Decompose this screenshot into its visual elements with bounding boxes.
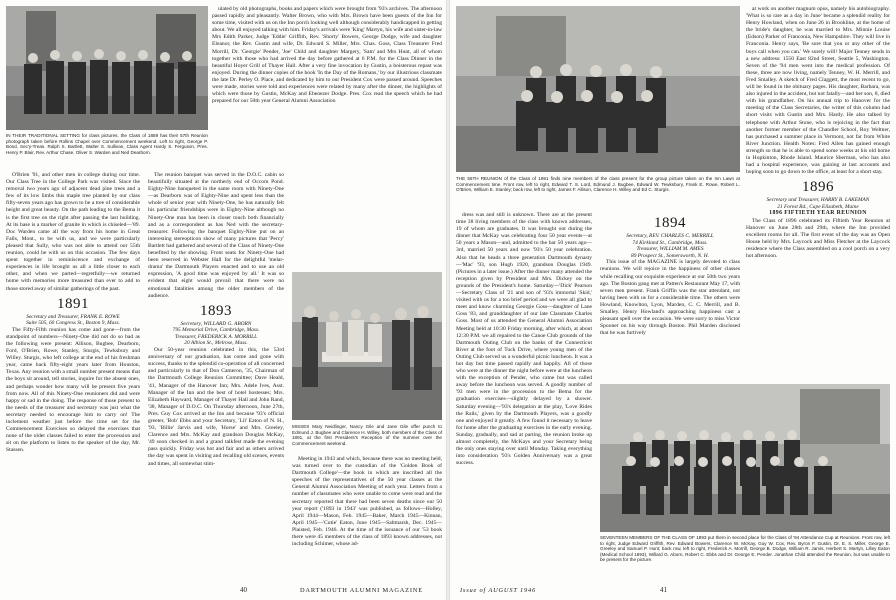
left-page [0,0,446,600]
article-text: The Fifty-Fifth reunion has come and gone—from the standpoint of numbers—Ninety-One did not do so bad as the following were present: Allison, Bugbee, Dearborn, Ford, O'Brien, Rowe, Stanley, Sturgis, Tewksbury and Willey. Sturgis, who left college at the end of his freshman year, came back fifty-eight years later from Houston, Texas. Any reunion with a small number present means that the boys sit around, tell stories, inquire for the absent ones, and perhaps wonder how many will be present five years from now. All of this Ninety-One reunioners did and were happy or sad in the doing. The response of those present to the needs of the treasurer and secretary was just what the secretary needed to encourage him to carry on! The inclement weather just before the time set for the Commencement Exercises so delayed the exercises that none of the older classes failed to enter the procession and sit on the platform to listen to the speaker of the day, Mr. Stassen. [6,326,140,454]
left-column-3-top [212,6,442,268]
punch-reception-photo [292,272,442,420]
class-address: 795 Memorial Drive, Cambridge, Mass. [172,327,260,334]
running-title: DARTMOUTH ALUMNI MAGAZINE [300,587,423,594]
class-1891-photo [456,6,740,172]
article-text: dress was and still is unknown. There are at the present time 38 living members of the class with known addresses, 19 of whom are graduates. It was brought out during the dinner that McKay was celebrating four 50 year events—at 50 years a Mason—and, admitted to the bar 50 years ago—3rd, married 50 years and now '93's 50 year celebration. Also that he heads a three generation Dartmouth dynasty—'Mac' '93, son Hugh 1920, grandson Douglas 1949. (Pictures in a later issue.) After the dinner many attended the reception given by President and Mrs. Dickey on the grounds of the President's home. Saturday—'Dick' Pearson—Secretary Class of '21 and son of '93's immortal 'Skid,' visited with us for a too brief period and we were all glad to meet and know charming Georgie Goss—daughter of Lane Goss '83, and granddaughter of our late Classmate Charles Goss. Most of us attended the General Alumni Association Meeting held at 10:30 Friday morning, after which, at about 12:30 P.M. we all repaired to the Canoe Club grounds of the Dartmouth Outing Club on the banks of the Connecticut River at the foot of Tuck Drive, where young men of the Outing Club served us a wonderful picnic luncheon. It was a hot day but time passed rapidly and happily. All of those who were at the dinner the night before were at the luncheon with the exception of Pender, who came but was called away before the luncheon was served. A goodly number of '93 men were in the procession to the Bema for the graduation exercises—slightly delayed by a shower. Saturday evening—'93's delegation at the play, 'Love Rides the Rails,' given by the Dartmouth Players, was a goodly one and enjoyed it greatly. A few found it necessary to leave for home after the graduating exercises in the early evening. Sunday, gradually, and sad at parting, the reunion broke up almost completely, the McKays and your Secretary being the only ones staying over until Monday. Taking everything into consideration '93's Golden Anniversary was a great success. [456,212,592,467]
class-1893-photo [600,384,890,532]
left-column-1 [6,172,140,590]
class-treasurer: Treasurer, FREDERICK A. MORRILL [174,333,258,340]
class-officers: Secretary and Treasurer, HARRY B. LAKEMAN [766,197,870,204]
photo-caption: IN THEIR TRADITIONAL SETTING for class pictures, the Class of 1889 has their 57th Reunion photograph taken before Rollins Chapel over Commencement weekend. Left to right, George P. Bond, Sec'y-Treas. Ralph S. Bartlett, Walter S. Sullivan, Class Agent Hardy S. Ferguson, Pres. Henry P. Blair, Rev. Arthur Chase, Oliver S. Warden and Ned Dearborn. [6,133,208,155]
class-officers: Secretary, WILLARD G. ABORN [180,320,252,327]
right-page [450,0,896,600]
reunion-heading: 1896 FIFTIETH YEAR REUNION [769,210,867,217]
page-number: 40 [240,586,247,594]
article-text: Meeting in 1943 and which, because there was no meeting held, was turned over to the custodian of the 'Golden Book of Dartmouth College'—the book in which are inscribed all the speeches of the representatives of the 50 year classes at the General Alumni Association Meeting of each year. Letters from a number of classmates who were unable to come were read and the secretary reported that there had been seven deaths since our 50 year report ('1893 in 1943' was published, as follows—Holley, April 1944—Mason, Feb. 1945—Baker, March 1945—Kinnan, April 1945—'Cutie' Eaton, June 1945—Saltmarsh, Dec. 1945—Plaisted, Feb. 1946. At the time of the issuance of our '53 book there were 45 members of the class of 1893 known addresses, not including Schimer, whose ad- [292,456,442,548]
page-number: 41 [660,586,667,594]
article-text: This issue of the MAGAZINE is largely devoted to class reunions. We will rejoice in the happiness of other classes while recalling our exquisite experience at our 50th two years ago. The Boston gang met at Patten's Restaurant May 17, with seven men present. Frank Griffin was the star attendant, not having been with us for a considerable time. The others were Howland, Knowlton, Lyon, Marden, C. C. Merrill, and B. Smalley. Henry Howland's approaching happiness cast a pleasant spell over the occasion. We were sorry to miss Victor Spooner on his way through Boston. Phil Marden disclosed that he was furtively [600,259,740,337]
class-officers: Secretary, REV. CHARLES C. MERRILL [626,233,714,239]
class-treasurer: Treasurer, WILLIAM M. AMES [636,246,704,253]
class-address: Suite 505, 60 Congress St., Boston 9, Mass. [26,320,120,327]
class-address: 89 Prospect St., Somersworth, N. H. [631,252,709,259]
article-text: The Class of 1896 celebrated its Fiftieth Year Reunion at Hanover on June 28th and 29th, where the Inn provided excellent rooms for all. The first event of the day was an Open House held by Mrs. Laycock and Miss Fletcher at the Laycock residence where the Class assembled on a cool porch on a very hot afternoon. [746,217,890,259]
class-address: 20 Albion St., Melrose, Mass. [184,340,248,347]
left-column-3-bottom [292,456,442,590]
photo-caption: MISSES Mary Neidlinger, Nancy Gile and Jane Gile offer punch to Edmund J. Bugbee and Clarence H. Willey, both members of the Class of 1891, at the first President's Reception of the summer over the Commencement weekend. [292,424,442,446]
right-column-1 [456,212,592,590]
article-text: O'Brien '91, and other men in college during our time. Our Class Tree in the College Park was visited. Since the removal two years ago of adjacent dead pine trees and a few of its low limbs this maple tree planted by our class fifty-seven years ago has grown to be a tree of considerable height and great beauty. On the path leading to the Bema it is the first tree on the right after passing the last building. At its base is a marker of granite in which is chiseled—'89. Doc Warden came all the way from his home in Great Falls, Mont., to be with us, and we were particularly pleased that Sully, who was not able to attend our 55th reunion, could be with us on this occasion. The few days spent together in reminiscence and exchange of experiences in life brought us all a little closer to each other, and when we parted—regretfully—we returned home with memories more treasured than ever to add to those stored away of similar gatherings of the past. [6,172,140,292]
class-officers: Secretary and Treasurer, FRANK E. ROWE [26,313,120,320]
class-1889-photo [6,6,208,130]
class-year-heading: 1891 [57,295,89,312]
issue-line: Issue of AUGUST 1946 [460,587,536,594]
photo-caption: SEVENTEEN MEMBERS OF THE CLASS OF 1893 put them in second place for the Class of '94 Attendance Cup at Reunions. Front row, left to right, Judge Edward Griffith, Rev. Edward Bowers, Clarence W. McKay, Guy W. Cox, Rev. Byron F. Gustin, Dr. E. S. Miller, George E. Greeley and Samuel P. Hunt; back row, left to right, Frederick A. Morrill, George B. Dodge, William R. Jarvis, Herbert S. Martyn, Lilley Eaton (Medical School 1893), Willard G. Aborn, Robert C. Ebbs and Dr. George E. Pender. Jonathan Child attended the Reunion, but was unable to be present for the picture. [600,535,890,563]
article-text: at work on another magnum opus, namely his autobiography. 'What is so rare as a day in June' became a splendid reality for Henry Howland, when on June 26 in Brookline, at the home of the bride's daughter, he was married to Mrs. Minnie Louise (Edson) Parker of Franconia, New Hampshire. They will live in Franconia. Henry says, 'Be sure that you or any other of the boys call when you can.' We surely will! Major Tenney sends in a new address: 1550 East 82nd Street, Seattle 5, Washington. Seven of the '94 men went into the medical profession. Of these, three are now living, namely Tenney, W. H. Merrill, and Fred Smalley. A sketch of Fred Claggett, the most recent to go, will be found in the obituary pages. His daughter, Barbara, was also injured in the accident, but not fatally—and her son, 8, died with his grandfather. On his annual trip to Hanover for the meeting of the Class Secretaries, the writer of this column had short visits with Gustin and Mrs. Hardy. He also talked by telephone with Arthur Stone, who is rejoicing in the fact that another former member of the Chandler School, Roy Weltner, has purchased a summer place in Vermont, not far from White River Junction. Health Notes: Fred Allen has gained enough strength so that he is able to spend some weeks at his old home in Hopkinton, Rhode Island. Maurice Sherman, who has also had a hospital experience, was gaining at last accounts and hoping soon to go down to the office, at least for a short stay. [746,6,890,176]
class-year-heading: 1893 [200,302,232,319]
right-column-3 [746,6,890,380]
article-text: The reunion banquet was served in the D.O.C. cabin so beautifully situated at the northerly end of Occom Pond. Eighty-Nine banqueted in the same room with Ninety-One—as Dearborn was of Eighty-Nine and spent less than the whole of senior year with Ninety-One, he has naturally felt his particular friendships were in Eighty-Nine although no Ninety-One man has been in closer touch both financially and as a correspondent as has Ned with the secretary-treasurer. Following the banquet Eighty-Nine put on an interesting stereopticon show of many pictures that 'Percy' Bartlett had gathered and several of the Class of Ninety-One benefited by the showing. Front seats for Ninety-One had been reserved in Webster Hall for the delightful 'melar-drama' the Dartmouth Players enacted and to use an old expression, 'A good time was enjoyed by all.' It was so evident that eight would prevail that there were no emotional fatalities among the older members of the audience. [148,172,284,299]
article-text: ulated by old photographs, books and papers which were brought from '93's archives. The afternoon passed rapidly and pleasantly. Walter Brown, who with Mrs. Brown have been guests of the Inn for some time, visited with us on the Inn porch looking well although considerably handicapped in getting about. We all enjoyed talking with him. Friday's arrivals were 'King' Martyn, his wife and sister-in-law Mrs Edith Parker, Judge 'Eddie' Griffith, Rev. 'Shorty' Bowers, George Dodge, wife and daughter Eleanor, the Rev. Gustin and wife, Dr. Edward S. Miller, Mrs. Chas. Goss, Class Treasurer Fred Morrill, Dr. 'Georgie' Pender, 'Joe' Child and daughter Margery, 'Sam' and Mrs Hunt, all of whom together with those who had arrived the day before gathered at 6 P.M. for the Class Dinner in the beautiful Hoyer Grill of Thayer Hall. After a very fine invocation by Gustin, a boisterous repast was enjoyed. During the dinner copies of the book 'In the Day of the Romans,' by our illustrious classmate the late Dr. Perley O. Place, and dedicated by him to our President Cox were passed around. Speeches were made, stories were told and experiences were related by many after the dinner, the highlights of which were those by Gustin, McKay and Ebenezer Dodge. Pres. Cox read the speech which he had prepared for our 50th year General Alumni Association [212,6,442,105]
class-address: 21 Forest Rd., Cape Elizabeth, Maine [777,203,859,210]
article-text: Our 50-year reunion celebrated in this, the 53rd anniversary of our graduation, has come and gone with success, thanks to the splendid co-operation of all concerned and particularly to that of Don Cameron, '35, Chairman of the Dartmouth College Reunion Committee; Dave Heald, '41, Manager of the Hanover Inn; Mrs. Adele Ives, Asst. Manager of the Inn and the best of hotel hostesses; Mrs. Elizabeth Hayward, Manager of Thayer Hall and John Rand, '38, Manager of D.O.C. On Thursday afternoon, June 27th, Pres. Guy Cox arrived at the Inn and because '93's official greeter, 'Bob' Ebbs and your Secretary, 'Lil' Eaton of N. H., '93, 'Billie' Jarvis and wife, 'Horse' and Mrs. Greeley, Clarence and Mrs. McKay and grandson Douglas McKay, '49 soon checked in and a grand talkfest made the evening pass quickly. Friday was hot and fair and as others arrived the day was spent in visiting and recalling old scenes, events and times, all somewhat stim- [148,347,284,467]
class-address: 74 Kirkland St., Cambridge, Mass. [632,239,708,246]
class-year-heading: 1894 [654,215,686,231]
right-column-2 [600,212,740,378]
class-year-heading: 1896 [802,179,834,196]
photo-caption: THE 55TH REUNION of the Class of 1891 finds nine members of the class present for the group picture taken on the Inn Lawn at Commencement time. Front row, left to right, Edward T. S. Lord, Edmund J. Bugbee, Edward W. Tewksbury, Frank E. Rowe, Robert L. O'Brien, William E. Stanley; back row, left to right, James F. Allison, Clarence H. Willey and Ed C. Sturgis. [456,176,740,193]
